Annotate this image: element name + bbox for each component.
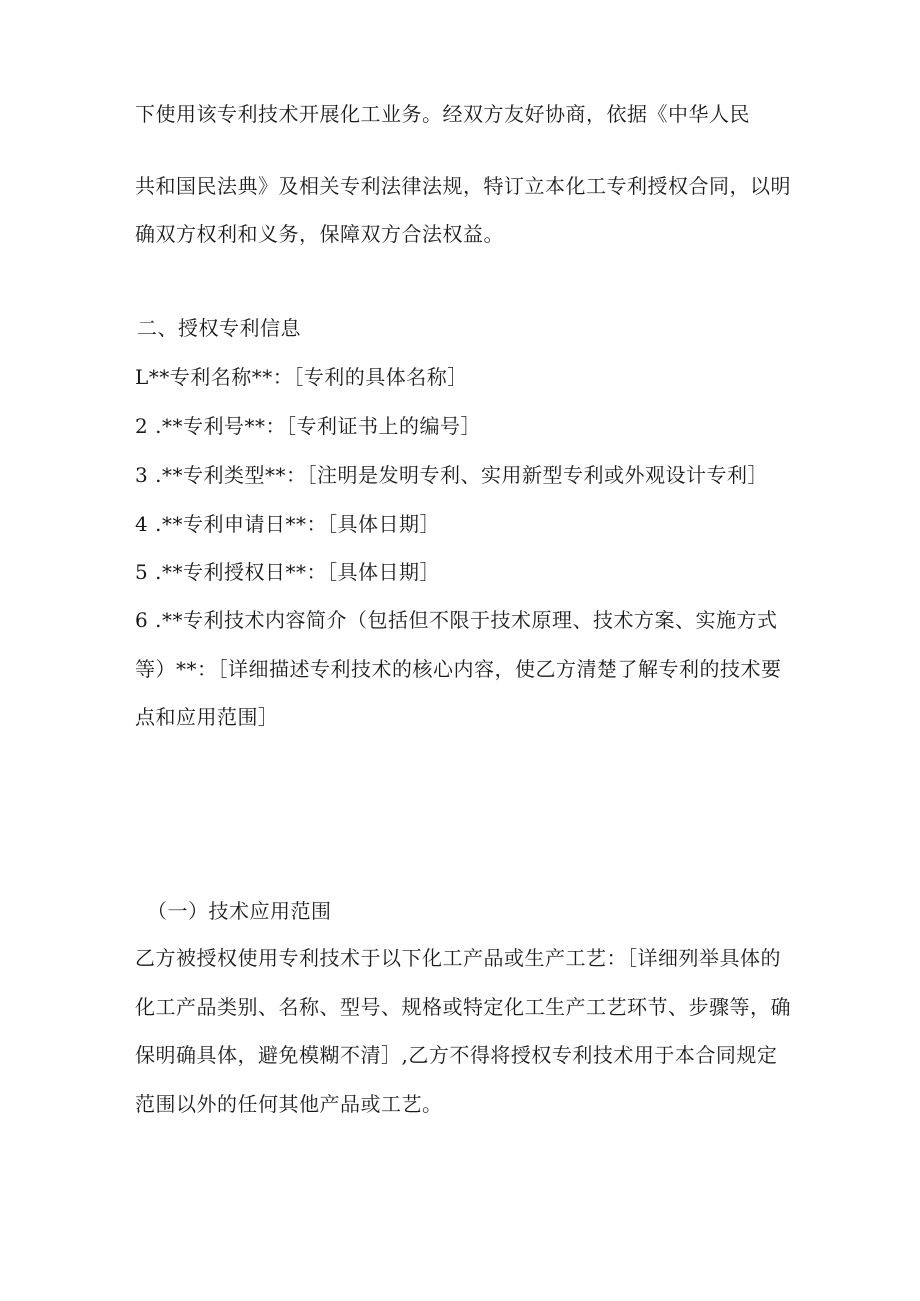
subsection-heading: （一）技术应用范围 — [147, 899, 332, 923]
patent-summary-line-1: 6 .**专利技术内容简介（包括但不限于技术原理、技术方案、实施方式 — [135, 608, 778, 632]
section-heading: 二、授权专利信息 — [137, 316, 301, 340]
intro-line-1: 下使用该专利技术开展化工业务。经双方友好协商，依据《中华人民 — [135, 102, 750, 126]
patent-type-item: 3 .**专利类型**：［注明是发明专利、实用新型专利或外观设计专利］ — [135, 463, 768, 487]
patent-number-item: 2 .**专利号**：［专利证书上的编号］ — [135, 414, 481, 438]
intro-line-2: 共和国民法典》及相关专利法律法规，特订立本化工专利授权合同，以明 — [135, 174, 791, 198]
patent-application-date-item: 4 .**专利申请日**：［具体日期］ — [135, 512, 440, 536]
patent-grant-date-item: 5 .**专利授权日**：［具体日期］ — [135, 560, 440, 584]
scope-line-3: 保明确具体，避免模糊不清］,乙方不得将授权专利技术用于本合同规定 — [135, 1043, 778, 1067]
scope-line-1: 乙方被授权使用专利技术于以下化工产品或生产工艺：［详细列举具体的 — [135, 946, 781, 970]
patent-name-item: L**专利名称**：［专利的具体名称］ — [135, 365, 468, 389]
patent-summary-line-3: 点和应用范围］ — [135, 705, 279, 729]
intro-line-3: 确双方权利和义务，保障双方合法权益。 — [135, 222, 504, 246]
patent-summary-line-2: 等）**：［详细描述专利技术的核心内容，使乙方清楚了解专利的技术要 — [135, 657, 782, 681]
scope-line-2: 化工产品类别、名称、型号、规格或特定化工生产工艺环节、步骤等，确 — [135, 995, 791, 1019]
scope-line-4: 范围以外的任何其他产品或工艺。 — [135, 1092, 443, 1116]
